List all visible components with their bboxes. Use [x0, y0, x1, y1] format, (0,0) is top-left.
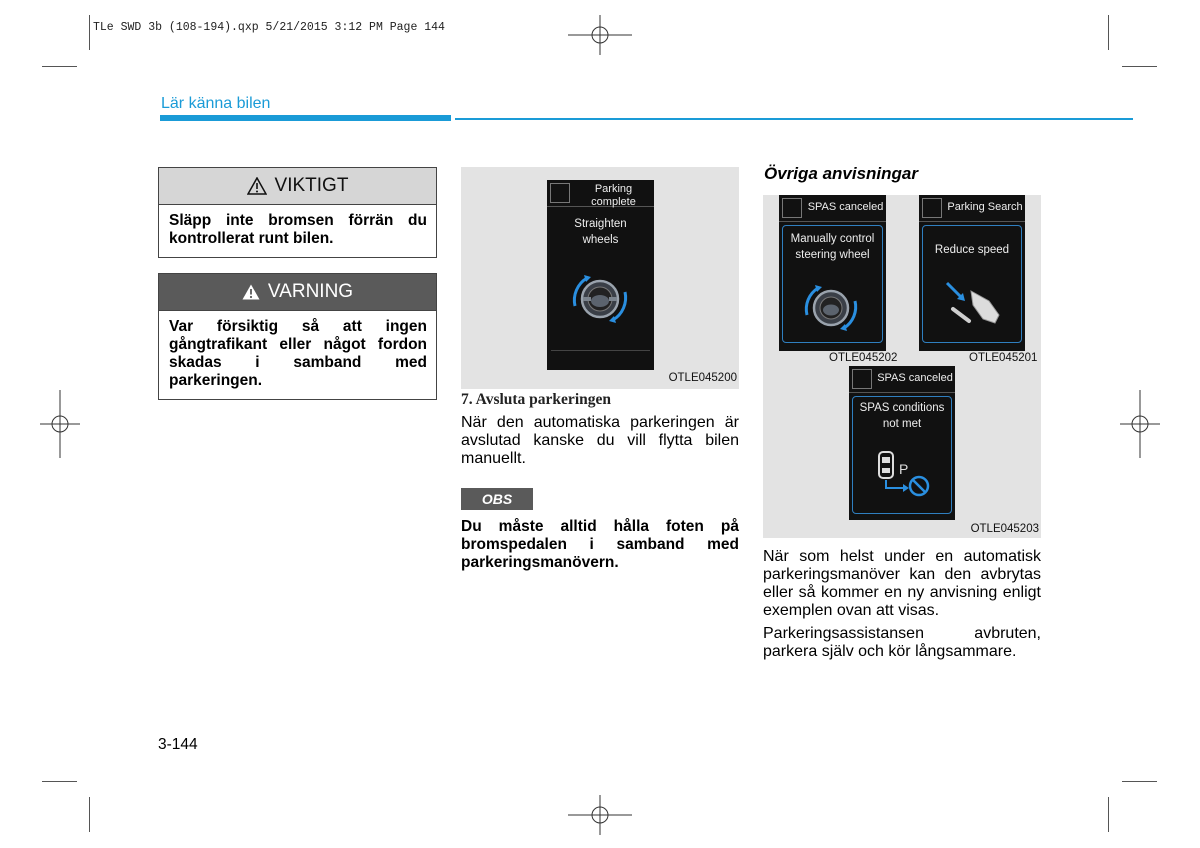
parking-prohibited-icon [875, 448, 935, 500]
viktigt-text: Släpp inte bromsen förrän du kontrollerat runt bilen. [169, 212, 427, 247]
registration-mark-icon [40, 390, 80, 458]
crop-mark [42, 781, 77, 782]
screen-status: SPAS canceled [877, 372, 953, 384]
figure-spas-conditions-not-met [763, 366, 1041, 538]
screen-message: SPAS conditions not met [859, 402, 945, 430]
varning-notice [158, 273, 437, 400]
crop-mark [89, 797, 90, 832]
warning-triangle-icon [247, 177, 267, 195]
viktigt-notice [158, 167, 437, 258]
steering-wheel-icon [799, 277, 863, 337]
display-screen [849, 366, 955, 520]
step-text: När den automatiska parkeringen är avslutad kanske du vill flytta bilen manuellt. [461, 414, 739, 467]
screen-message: Reduce speed [934, 244, 1010, 256]
varning-text: Var försiktig så att ingen gångtrafikant eller något fordon skadas i samband med parkeringen. [169, 318, 427, 389]
display-screen [919, 195, 1025, 351]
varning-label: VARNING [267, 281, 354, 302]
brake-pedal-icon [943, 279, 1003, 329]
screen-indicator-square [922, 198, 942, 218]
other-text-2: Parkeringsassistansen avbruten, parkera själv och kör långsammare. [763, 625, 1041, 660]
registration-mark-icon [568, 795, 632, 835]
step-heading: 7. Avsluta parkeringen [461, 391, 611, 408]
crop-mark [42, 66, 77, 67]
obs-badge: OBS [461, 488, 533, 510]
crop-mark [89, 15, 90, 50]
section-title: Lär känna bilen [161, 95, 271, 112]
screen-divider [551, 350, 650, 351]
steering-wheel-icon [567, 266, 633, 332]
figure-parking-complete [461, 167, 739, 389]
varning-header [159, 274, 436, 311]
screen-status: Parking Search [947, 201, 1023, 213]
screen-message: Manually control steering wheel [790, 233, 875, 261]
registration-mark-icon [1120, 390, 1160, 458]
screen-indicator-square [550, 183, 570, 203]
obs-text: Du måste alltid hålla foten på bromspedalen i samband med parkeringsmanövern. [461, 518, 739, 571]
screen-indicator-square [852, 369, 872, 389]
print-slug: TLe SWD 3b (108-194).qxp 5/21/2015 3:12 PM Page 144 [93, 21, 445, 34]
viktigt-header [159, 168, 436, 205]
other-text-1: När som helst under en automatisk parkeringsmanöver kan den avbrytas eller så kommer en ny anvisning enligt exemplen ovan att visas. [763, 548, 1041, 619]
header-rule [160, 115, 451, 121]
screen-message: Straighten wheels [574, 218, 627, 246]
screen-status: Parking complete [591, 183, 636, 208]
figure-code: OTLE045200 [668, 372, 737, 384]
header-rule [455, 118, 1133, 120]
figure-code: OTLE045201 [969, 352, 1038, 364]
crop-mark [1122, 66, 1157, 67]
screen-status: SPAS canceled [807, 201, 884, 213]
other-heading: Övriga anvisningar [764, 164, 918, 183]
display-screen [547, 180, 654, 370]
page-number: 3-144 [158, 736, 198, 753]
figure-code: OTLE045203 [970, 523, 1039, 535]
svg-text:P: P [899, 461, 909, 477]
crop-mark [1122, 781, 1157, 782]
viktigt-label: VIKTIGT [274, 175, 349, 196]
display-screen [779, 195, 886, 351]
figure-parking-search [903, 195, 1041, 366]
registration-mark-icon [568, 15, 632, 55]
crop-mark [1108, 797, 1109, 832]
warning-triangle-icon [242, 284, 260, 300]
crop-mark [1108, 15, 1109, 50]
screen-indicator-square [782, 198, 802, 218]
figure-spas-canceled-steering [763, 195, 903, 366]
figure-code: OTLE045202 [829, 352, 898, 364]
